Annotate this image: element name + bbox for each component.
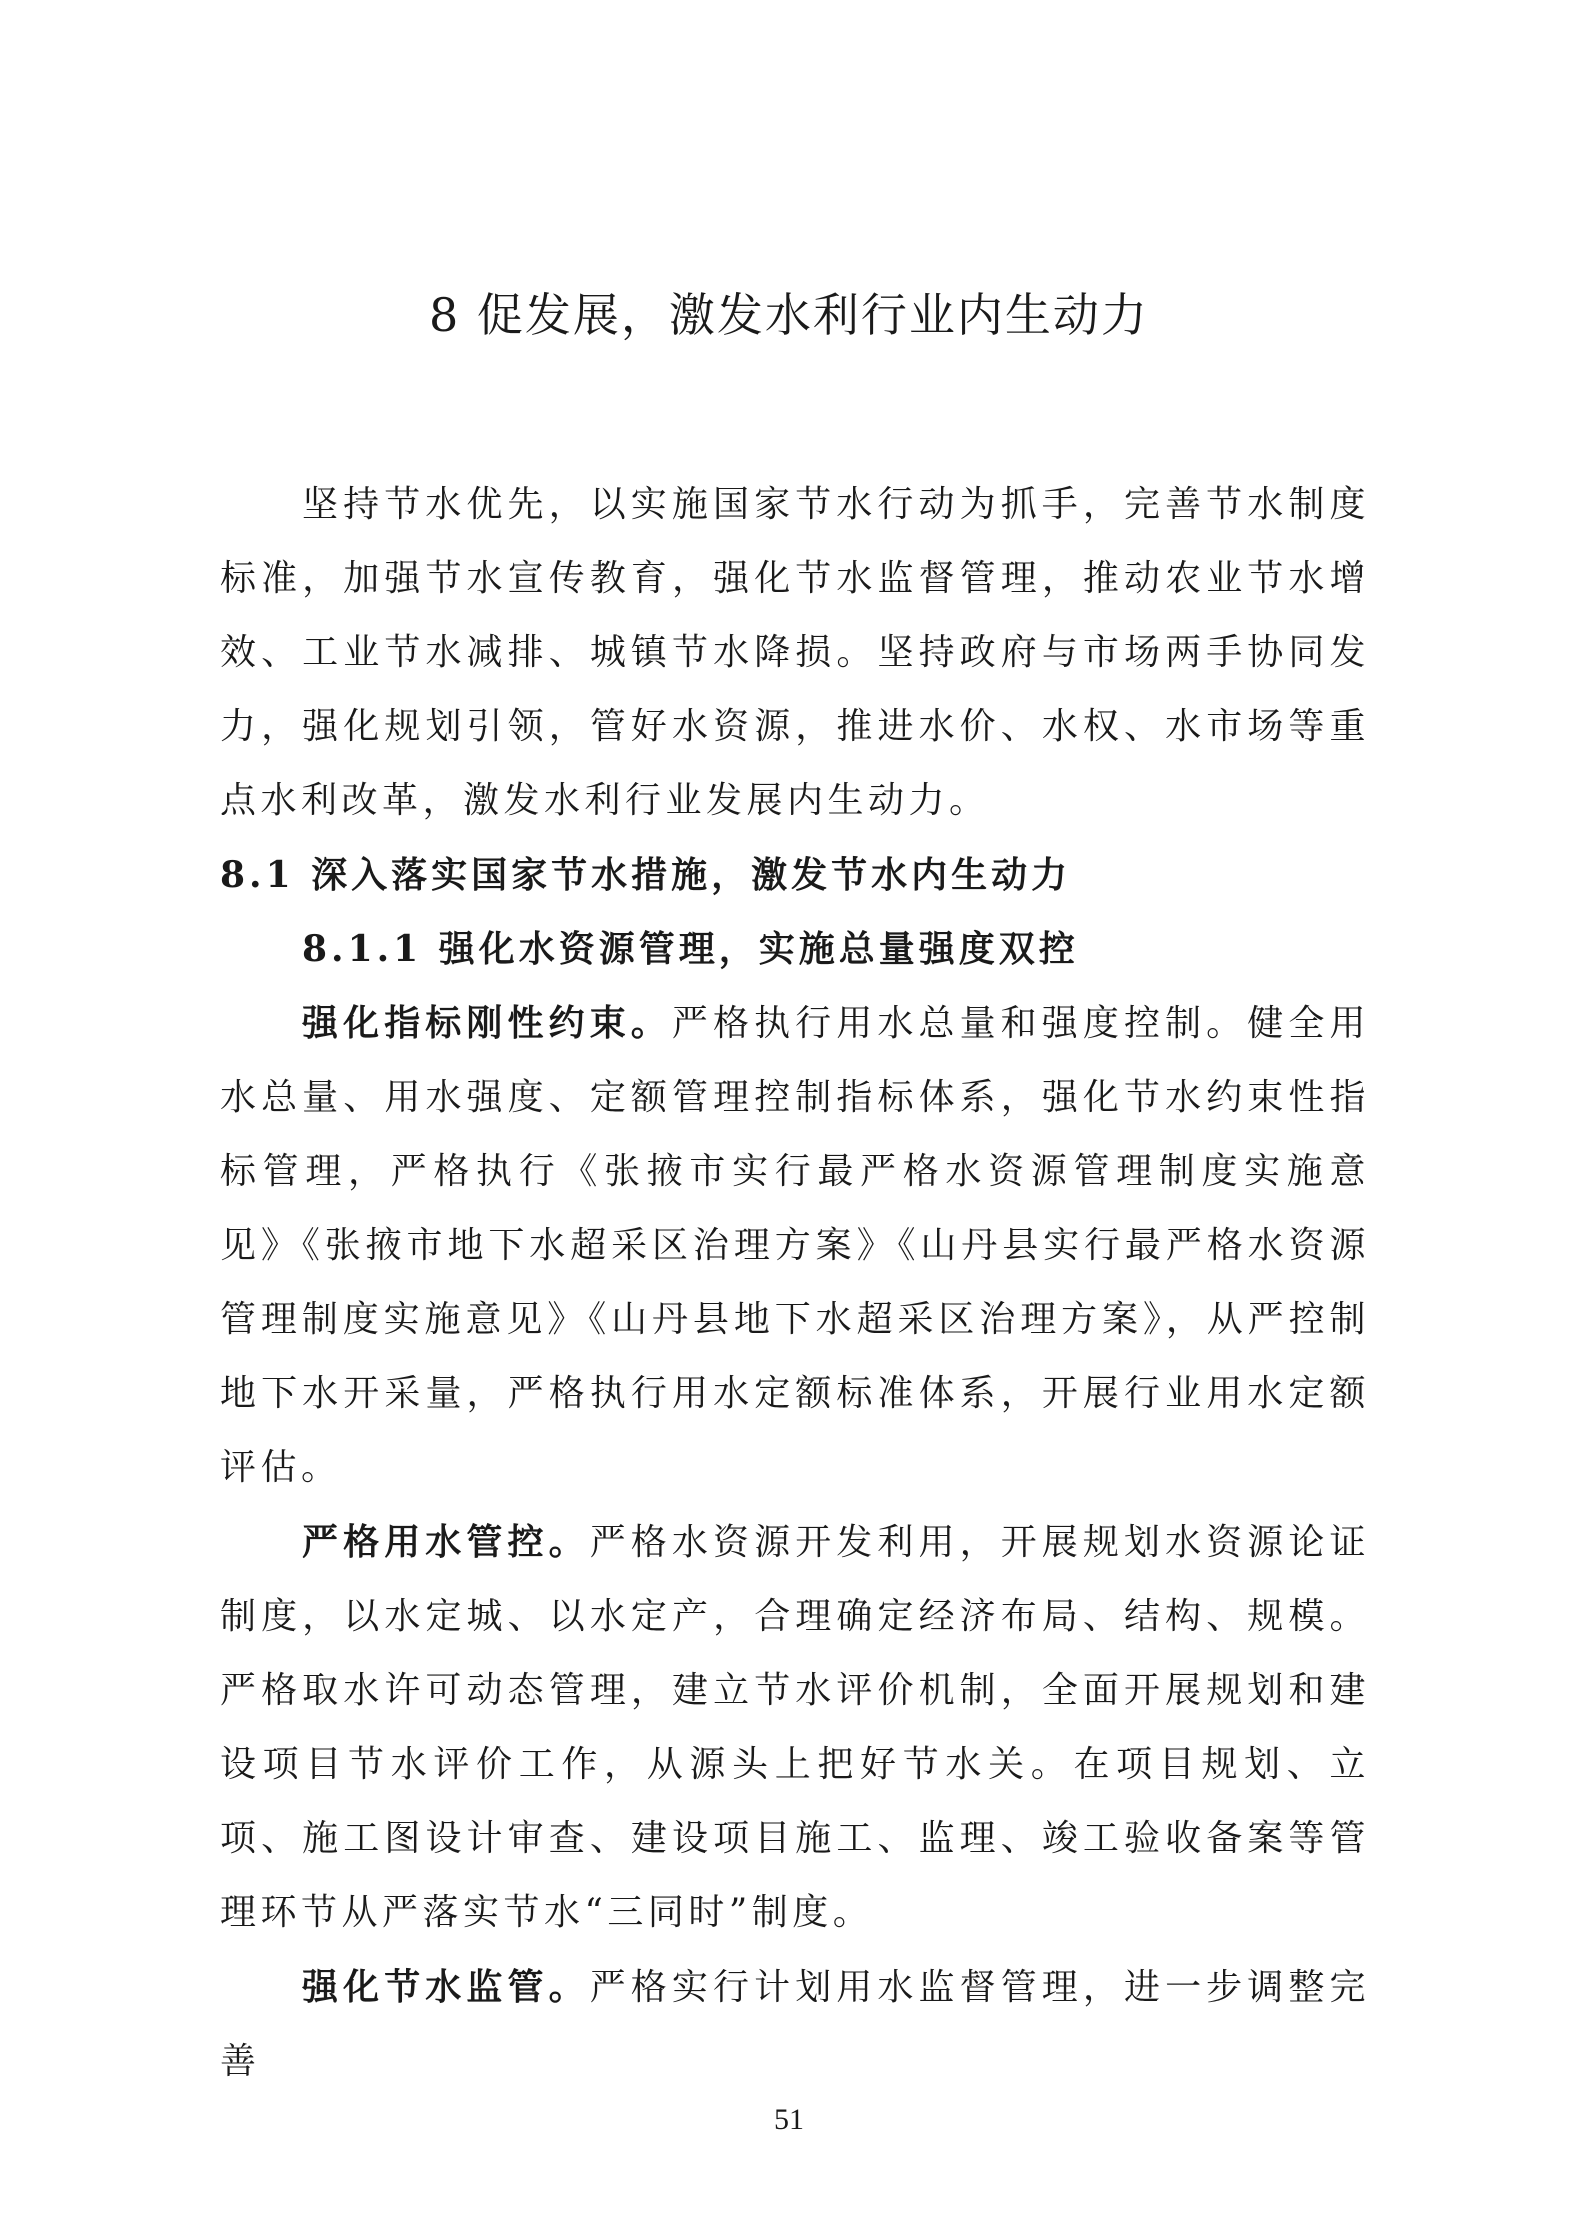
- paragraph-text: 严格执行用水总量和强度控制。健全用水总量、用水强度、定额管理控制指标体系，强化节水约束性指标管理，严格执行《张掖市实行最严格水资源管理制度实施意见》《张掖市地下水超采区治理方案》《山丹县实行最严格水资源管理制度实施意见》《山丹县地下水超采区治理方案》，从严控制地下水开采量，严格执行用水定额标准体系，开展行业用水定额评估。: [220, 1003, 1370, 1488]
- chapter-title: 8 促发展，激发水利行业内生动力: [429, 288, 1149, 342]
- paragraph-water-saving-supervision: [220, 1950, 1370, 2099]
- subsection-heading-8-1-1: 8.1.1 强化水资源管理，实施总量强度双控: [302, 928, 1079, 970]
- paragraph-lead: 强化指标刚性约束。: [302, 1002, 672, 1044]
- document-body: [220, 468, 1370, 2099]
- paragraph-indicator-constraint: [220, 986, 1370, 1505]
- paragraph-text: 严格水资源开发利用，开展规划水资源论证制度，以水定城、以水定产，合理确定经济布局、结构、规模。严格取水许可动态管理，建立节水评价机制，全面开展规划和建设项目节水评价工作，从源头上把好节水关。在项目规划、立项、施工图设计审查、建设项目施工、监理、竣工验收备案等管理环节从严落实节水“三同时”制度。: [220, 1522, 1370, 1933]
- paragraph-text: 严格实行计划用水监督管理，进一步调整完善: [220, 1967, 1370, 2082]
- paragraph-lead: 强化节水监管。: [302, 1966, 590, 2008]
- intro-paragraph: 坚持节水优先，以实施国家节水行动为抓手，完善节水制度标准，加强节水宣传教育，强化节水监督管理，推动农业节水增效、工业节水减排、城镇节水降损。坚持政府与市场两手协同发力，强化规划引领，管好水资源，推进水价、水权、水市场等重点水利改革，激发水利行业发展内生动力。: [220, 484, 1370, 821]
- section-heading-8-1: 8.1 深入落实国家节水措施，激发节水内生动力: [220, 854, 1072, 896]
- page-number: 51: [774, 2103, 804, 2136]
- paragraph-water-use-control: [220, 1505, 1370, 1950]
- paragraph-lead: 严格用水管控。: [302, 1521, 590, 1563]
